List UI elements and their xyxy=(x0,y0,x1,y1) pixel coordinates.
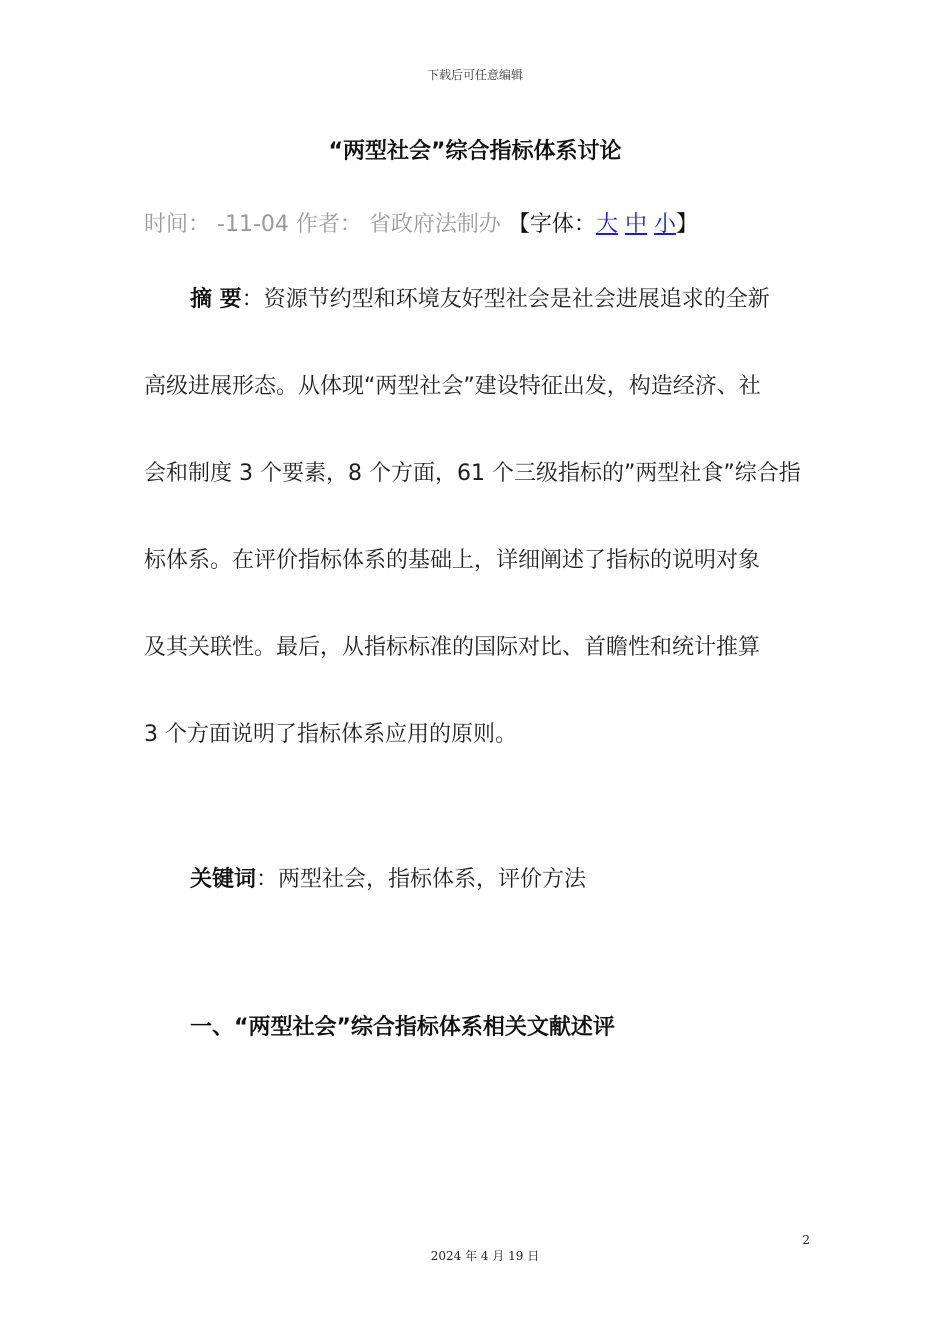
abstract-line-2: 高级进展形态。从体现“两型社会”建设特征出发，构造经济、社 xyxy=(144,374,761,399)
section-heading: 一、“两型社会”综合指标体系相关文献述评 xyxy=(190,1015,615,1040)
keywords-value: 两型社会，指标体系，评价方法 xyxy=(278,867,587,892)
font-size-large-link[interactable]: 大 xyxy=(595,212,618,237)
font-size-medium-link[interactable]: 中 xyxy=(624,212,647,237)
abstract-line-1 xyxy=(190,282,870,313)
abstract-text: 资源节约型和环境友好型社会是社会进展追求的全新 xyxy=(263,287,770,312)
abstract-line-6: 3 个方面说明了指标体系应用的原则。 xyxy=(144,722,517,747)
time-value: -11-04 xyxy=(217,212,289,237)
abstract-line-5: 及其关联性。最后，从指标标准的国际对比、首瞻性和统计推算 xyxy=(144,635,761,660)
author-label: 作者： xyxy=(295,212,362,237)
keywords-line xyxy=(190,862,586,893)
font-size-close: 】 xyxy=(675,212,698,237)
abstract-label: 摘 要 xyxy=(190,287,242,312)
font-size-open: 【字体： xyxy=(507,212,596,237)
font-size-small-link[interactable]: 小 xyxy=(653,212,676,237)
document-title: “两型社会”综合指标体系讨论 xyxy=(328,139,622,164)
author-value: 省政府法制办 xyxy=(368,212,501,237)
page-header: 下载后可任意编辑 xyxy=(426,68,523,82)
article-meta xyxy=(144,207,844,238)
footer-date: 2024 年 4 月 19 日 xyxy=(430,1249,540,1263)
keywords-label: 关键词 xyxy=(190,867,257,892)
keywords-colon: ： xyxy=(256,867,279,892)
abstract-line-4: 标体系。在评价指标体系的基础上，详细阐述了指标的说明对象 xyxy=(144,548,761,573)
font-size-control xyxy=(508,212,698,237)
abstract-line-3: 会和制度 3 个要素，8 个方面，61 个三级指标的”两型社食”综合指 xyxy=(144,461,801,486)
page-number: 2 xyxy=(802,1233,810,1247)
time-label: 时间： xyxy=(144,212,211,237)
abstract-colon: ： xyxy=(241,287,264,312)
